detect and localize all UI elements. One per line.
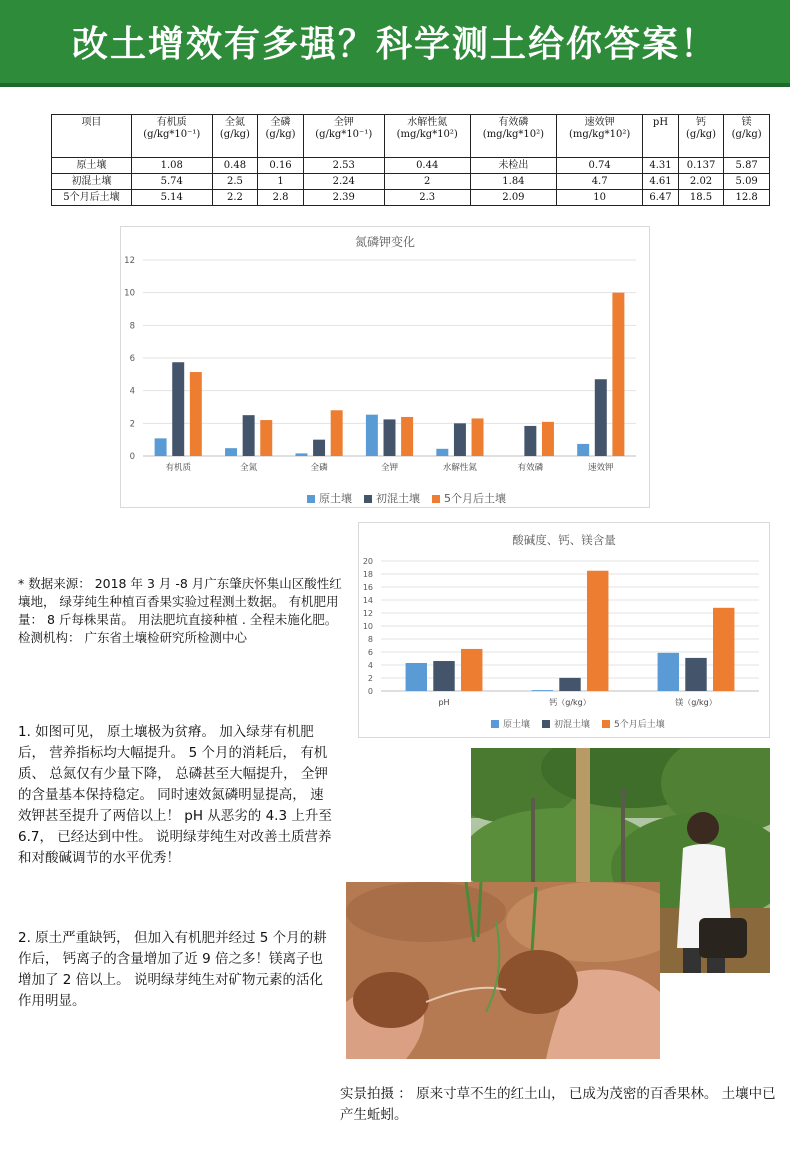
x-tick-label: 全钾 xyxy=(380,463,399,473)
table-cell: 2.09 xyxy=(470,190,556,206)
y-tick-label: 4 xyxy=(129,386,135,397)
table-cell: 初混土壤 xyxy=(52,174,132,190)
bar xyxy=(243,415,255,456)
legend-label: 原土壤 xyxy=(319,492,352,505)
bar xyxy=(190,372,202,456)
header-unit: (g/kg*10⁻¹) xyxy=(143,128,201,140)
bar xyxy=(461,649,482,691)
header-unit: (g/kg*10⁻¹) xyxy=(315,128,373,140)
y-tick-label: 10 xyxy=(362,622,373,631)
header-name: 速效钾 xyxy=(584,117,615,128)
table-header-cell xyxy=(557,115,643,158)
bar xyxy=(295,453,307,456)
table-cell: 12.8 xyxy=(724,190,770,206)
table-header-row xyxy=(52,115,770,158)
header-unit: (g/kg) xyxy=(731,128,762,140)
table-header-cell xyxy=(724,115,770,158)
table-header-cell xyxy=(131,115,212,158)
x-tick-label: 有效磷 xyxy=(517,463,544,473)
chart-title: 氮磷钾变化 xyxy=(354,235,416,249)
bar xyxy=(313,440,325,456)
bar xyxy=(532,690,553,691)
x-tick-label: 水解性氮 xyxy=(442,463,477,473)
table-cell: 18.5 xyxy=(678,190,724,206)
table-cell: 4.7 xyxy=(557,174,643,190)
table-cell: 2.8 xyxy=(258,190,304,206)
table-cell: 2.02 xyxy=(678,174,724,190)
bar xyxy=(331,410,343,456)
table-row xyxy=(52,174,770,190)
header-name: 有机质 xyxy=(156,117,187,128)
y-tick-label: 20 xyxy=(362,557,373,566)
table-cell: 0.74 xyxy=(557,158,643,174)
table-header-cell xyxy=(384,115,470,158)
y-tick-label: 10 xyxy=(124,288,135,299)
table-header-cell xyxy=(643,115,678,158)
bar xyxy=(577,444,589,456)
header-name: 镁 xyxy=(741,117,752,128)
table-cell: 5.09 xyxy=(724,174,770,190)
table-cell: 5个月后土壤 xyxy=(52,190,132,206)
legend-label: 5个月后土壤 xyxy=(444,492,506,505)
bar xyxy=(587,571,608,691)
legend-label: 初混土壤 xyxy=(554,720,591,730)
table-cell: 2.2 xyxy=(212,190,258,206)
npk-chart-svg xyxy=(121,227,649,507)
header-unit: (mg/kg*10²) xyxy=(569,128,631,140)
ph-ca-mg-chart xyxy=(358,522,770,738)
x-tick-label: 有机质 xyxy=(165,463,191,473)
soil-data-table xyxy=(51,114,770,206)
bar xyxy=(225,448,237,456)
y-tick-label: 6 xyxy=(367,648,373,657)
x-tick-label: 镁（g/kg） xyxy=(675,698,717,707)
table-cell: 2.39 xyxy=(303,190,384,206)
y-tick-label: 6 xyxy=(129,354,135,364)
bar xyxy=(524,426,536,456)
table-header-cell xyxy=(470,115,556,158)
header-unit: (g/kg) xyxy=(265,128,296,140)
bar xyxy=(260,420,272,456)
table-cell: 0.16 xyxy=(258,158,304,174)
table-cell: 1 xyxy=(258,174,304,190)
y-tick-label: 8 xyxy=(129,321,135,332)
bar xyxy=(384,419,396,456)
bar xyxy=(595,379,607,456)
bar xyxy=(454,423,466,456)
photo-caption: 实景拍摄 ： 原来寸草不生的红土山， 已成为茂密的百香果林。 土壤中已产生蚯蚓。 xyxy=(340,1086,776,1123)
npk-chart xyxy=(120,226,650,508)
bar xyxy=(406,663,427,691)
legend-label: 5个月后土壤 xyxy=(614,720,665,730)
table-cell: 0.48 xyxy=(212,158,258,174)
table-cell: 4.61 xyxy=(643,174,678,190)
table-cell: 1.08 xyxy=(131,158,212,174)
table-cell: 2.53 xyxy=(303,158,384,174)
y-tick-label: 0 xyxy=(367,687,373,696)
header-unit: (mg/kg*10²) xyxy=(482,128,545,140)
table-cell: 2 xyxy=(384,174,470,190)
analysis-paragraph-1: 1. 如图可见， 原土壤极为贫瘠。 加入绿芽有机肥后， 营养指标均大幅提升。 5 个月的消耗后， 有机质、 总氮仅有少量下降， 总磷甚至大幅提升， 全钾的含量基本保持稳定。 同时速效氮磷明显提高， 速效钾甚至提升了两倍以上！ pH 从恶劣的 4.3 上升至 6.7， 已经达到中性。 说明绿芽纯生对改善土质营养和对酸碱调节的水平优秀！ xyxy=(18,724,332,866)
bar xyxy=(401,417,413,456)
table-row xyxy=(52,190,770,206)
table-body xyxy=(52,158,770,206)
table-header-cell xyxy=(212,115,258,158)
legend-swatch xyxy=(307,495,315,503)
analysis-paragraph-2: 2. 原土严重缺钙， 但加入有机肥并经过 5 个月的耕作后， 钙离子的含量增加了近 9 倍之多！镁离子也增加了 2 倍以上。 说明绿芽纯生对矿物元素的活化作用明显。 xyxy=(18,930,327,1009)
x-tick-label: 速效钾 xyxy=(588,463,614,473)
bar xyxy=(366,415,378,456)
y-tick-label: 2 xyxy=(367,674,373,683)
header-name: 全磷 xyxy=(270,117,291,128)
soil-photo-image xyxy=(346,882,660,1059)
table-cell: 10 xyxy=(557,190,643,206)
table-cell: 4.31 xyxy=(643,158,678,174)
table-cell: 2.3 xyxy=(384,190,470,206)
header-name: 全氮 xyxy=(224,117,245,128)
header-name: pH xyxy=(652,117,669,128)
y-tick-label: 18 xyxy=(362,570,373,579)
bar xyxy=(658,653,679,691)
header-name: 项目 xyxy=(81,117,102,128)
bar xyxy=(155,438,167,456)
table-cell: 0.137 xyxy=(678,158,724,174)
legend-label: 初混土壤 xyxy=(376,492,420,505)
table-row xyxy=(52,158,770,174)
header-unit: (g/kg) xyxy=(219,128,250,140)
table-header-cell xyxy=(678,115,724,158)
header-unit: (mg/kg*10²) xyxy=(396,128,458,140)
table-cell: 2.5 xyxy=(212,174,258,190)
bar xyxy=(436,449,448,456)
x-tick-label: pH xyxy=(438,698,450,707)
bar xyxy=(472,418,484,456)
table-cell: 6.47 xyxy=(643,190,678,206)
legend-swatch xyxy=(432,495,440,503)
table-cell: 未检出 xyxy=(470,158,556,174)
y-tick-label: 0 xyxy=(129,452,135,462)
y-tick-label: 12 xyxy=(362,609,373,618)
table-header-cell xyxy=(303,115,384,158)
bar xyxy=(685,658,706,691)
data-source-note: * 数据来源： 2018 年 3 月 -8 月广东肇庆怀集山区酸性红壤地， 绿芽纯生种植百香果实验过程测土数据。 有机肥用量： 8 斤每株果苗。 用法肥坑直接种植 . 全程未施化肥。 检测机构： 广东省土壤检研究所检测中心 xyxy=(18,576,342,645)
header-name: 全钾 xyxy=(333,117,354,128)
bar xyxy=(559,678,580,691)
legend-swatch xyxy=(542,720,550,728)
y-tick-label: 4 xyxy=(367,661,373,670)
soil-earthworm-photo xyxy=(346,882,660,1059)
legend-swatch xyxy=(491,720,499,728)
table-cell: 0.44 xyxy=(384,158,470,174)
table-cell: 2.24 xyxy=(303,174,384,190)
table-cell: 5.87 xyxy=(724,158,770,174)
bar xyxy=(612,293,624,456)
header-name: 钙 xyxy=(696,117,707,128)
y-tick-label: 14 xyxy=(362,596,373,605)
y-tick-label: 12 xyxy=(124,256,135,266)
legend-label: 原土壤 xyxy=(503,720,531,730)
table-cell: 1.84 xyxy=(470,174,556,190)
bar xyxy=(542,422,554,456)
page-title: 改土增效有多强？科学测土给你答案！ xyxy=(71,24,718,65)
table-cell: 原土壤 xyxy=(52,158,132,174)
table-cell: 5.74 xyxy=(131,174,212,190)
header-unit: (g/kg) xyxy=(686,128,717,140)
table-header-cell xyxy=(52,115,132,158)
legend-swatch xyxy=(364,495,372,503)
x-tick-label: 全氮 xyxy=(240,463,258,473)
y-tick-label: 2 xyxy=(129,419,135,430)
title-banner xyxy=(0,0,790,87)
ph-ca-mg-chart-svg xyxy=(359,523,769,737)
y-tick-label: 16 xyxy=(362,583,373,592)
legend-swatch xyxy=(602,720,610,728)
table-header-cell xyxy=(258,115,304,158)
bar xyxy=(433,661,454,691)
bar xyxy=(172,362,184,456)
bar xyxy=(713,608,734,691)
chart-title: 酸碱度、钙、镁含量 xyxy=(512,533,616,547)
y-tick-label: 8 xyxy=(367,635,373,644)
table-cell: 5.14 xyxy=(131,190,212,206)
x-tick-label: 钙（g/kg） xyxy=(549,698,591,707)
header-name: 水解性氮 xyxy=(407,117,448,128)
x-tick-label: 全磷 xyxy=(310,463,328,473)
header-name: 有效磷 xyxy=(498,117,529,128)
